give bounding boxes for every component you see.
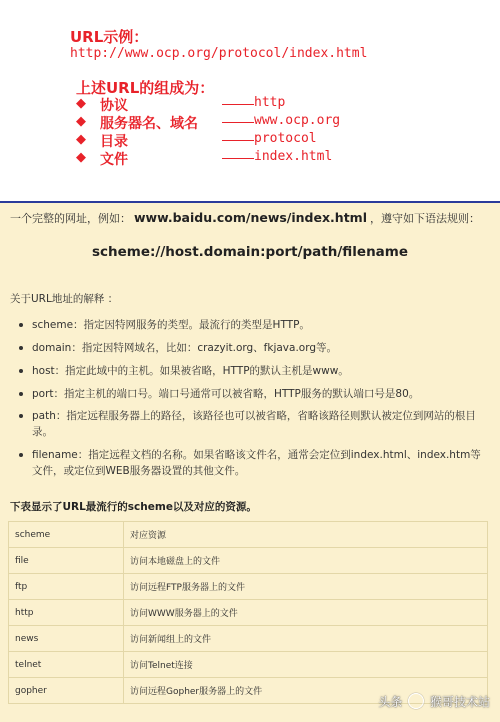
table-row (9, 574, 488, 600)
component-value: index.html (254, 149, 333, 164)
table-row (9, 600, 488, 626)
bullet-dot (19, 414, 23, 418)
component-value: www.ocp.org (254, 113, 341, 128)
dash-line (222, 140, 254, 141)
component-label: 文件 (100, 152, 128, 168)
table-header-row (9, 522, 488, 548)
component-row-directory (76, 131, 476, 149)
bullet-dot (19, 346, 23, 350)
author-avatar-icon (408, 693, 424, 709)
component-row-domain (76, 113, 476, 131)
diamond-bullet-icon: ◆ (76, 132, 86, 147)
definition-text: domain：指定因特网域名，比如：crazyit.org、fkjava.org等。 (32, 342, 338, 354)
component-label: 服务器名、域名 (100, 116, 198, 132)
bullet-dot (19, 369, 23, 373)
definition-port (32, 386, 487, 402)
table-cell: 访问WWW服务器上的文件 (124, 600, 488, 626)
definition-scheme (32, 317, 487, 333)
intro-after: ，遵守如下语法规则： (369, 212, 480, 225)
intro-url: www.baidu.com/news/index.html (134, 210, 367, 225)
bullet-dot (19, 323, 23, 327)
definition-domain (32, 340, 487, 356)
component-row-protocol (76, 95, 476, 113)
definition-text: host：指定此域中的主机。如果被省略，HTTP的默认主机是www。 (32, 365, 349, 377)
watermark (378, 693, 490, 710)
table-cell: file (9, 548, 124, 574)
url-syntax-panel (0, 203, 500, 722)
table-cell: 对应资源 (124, 522, 488, 548)
definition-text: scheme：指定因特网服务的类型。最流行的类型是HTTP。 (32, 319, 310, 331)
bullet-dot (19, 392, 23, 396)
table-cell: http (9, 600, 124, 626)
bullet-dot (19, 453, 23, 457)
dash-line (222, 122, 254, 123)
watermark-source: 头条 (378, 695, 403, 709)
table-cell: news (9, 626, 124, 652)
definition-text: path：指定远程服务器上的路径，该路径也可以被省略，省略该路径则默认被定位到网站的根目录。 (32, 410, 476, 438)
table-row (9, 626, 488, 652)
table-row (9, 652, 488, 678)
table-cell: 访问Telnet连接 (124, 652, 488, 678)
definition-text: filename：指定远程文档的名称。如果省略该文件名，通常会定位到index.html、index.htm等文件，或定位到WEB服务器设置的其他文件。 (32, 449, 481, 477)
definition-path (32, 408, 487, 440)
definition-filename (32, 447, 487, 479)
table-cell: 访问远程FTP服务器上的文件 (124, 574, 488, 600)
definition-host (32, 363, 487, 379)
component-value: protocol (254, 131, 317, 146)
composition-heading: 上述URL的组成为： (76, 79, 215, 97)
intro-text (10, 210, 480, 226)
component-label: 目录 (100, 134, 128, 150)
table-cell: 访问远程Gopher服务器上的文件 (124, 678, 488, 704)
scheme-table (8, 521, 488, 704)
table-cell: scheme (9, 522, 124, 548)
explain-heading: 关于URL地址的解释 ： (10, 293, 119, 305)
watermark-author: 猴哥技术站 (429, 695, 490, 709)
table-cell: telnet (9, 652, 124, 678)
definition-text: port：指定主机的端口号。端口号通常可以被省略，HTTP服务的默认端口号是80。 (32, 388, 420, 400)
table-cell: gopher (9, 678, 124, 704)
dash-line (222, 104, 254, 105)
url-example-image (0, 0, 500, 202)
component-value: http (254, 95, 286, 110)
table-row (9, 548, 488, 574)
table-cell: 访问本地磁盘上的文件 (124, 548, 488, 574)
dash-line (222, 158, 254, 159)
example-heading: URL示例： (70, 28, 149, 46)
intro-before: 一个完整的网址，例如： (10, 212, 131, 225)
example-url: http://www.ocp.org/protocol/index.html (70, 46, 368, 61)
table-heading: 下表显示了URL最流行的scheme以及对应的资源。 (10, 501, 257, 513)
table-cell: 访问新闻组上的文件 (124, 626, 488, 652)
diamond-bullet-icon: ◆ (76, 114, 86, 129)
component-label: 协议 (100, 98, 128, 114)
diamond-bullet-icon: ◆ (76, 96, 86, 111)
diamond-bullet-icon: ◆ (76, 150, 86, 165)
table-cell: ftp (9, 574, 124, 600)
url-syntax: scheme://host.domain:port/path/filename (91, 244, 409, 260)
component-row-file (76, 149, 476, 167)
